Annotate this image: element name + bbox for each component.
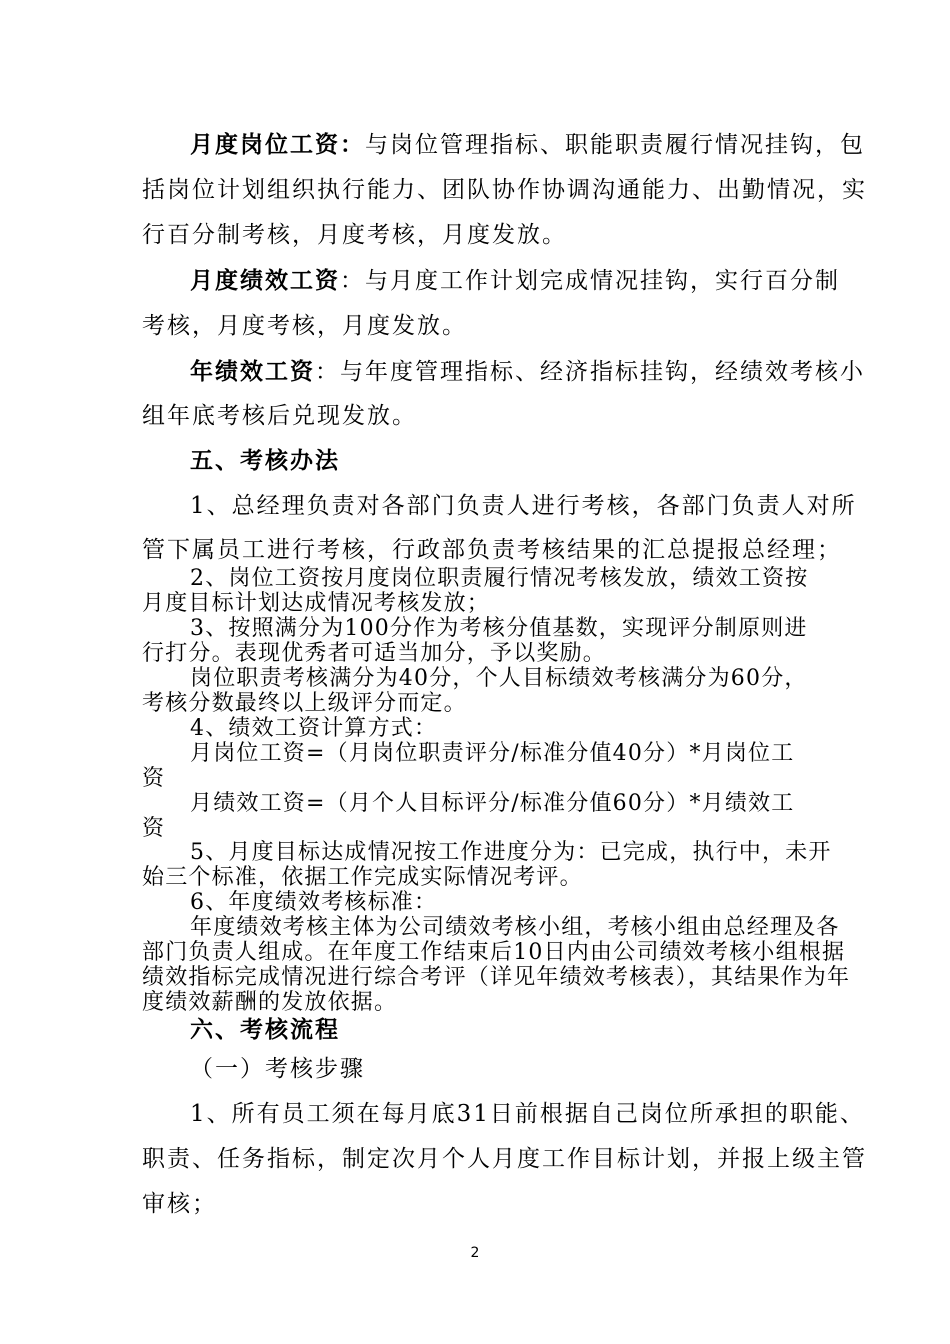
paragraph-line: 考核，月度考核，月度发放。 (142, 313, 467, 339)
list-item-1-cont: 管下属员工进行考核，行政部负责考核结果的汇总提报总经理； (142, 537, 842, 563)
paragraph-line: 行百分制考核，月度考核，月度发放。 (142, 222, 567, 248)
paragraph-monthly-performance-salary (190, 262, 840, 295)
formula-position-salary: 月岗位工资=（月岗位职责评分/标准分值40分）*月岗位工 (190, 741, 795, 766)
paragraph-monthly-position-salary (190, 126, 865, 159)
subsection-heading-assessment-steps: （一）考核步骤 (190, 1056, 365, 1082)
page-number: 2 (470, 1245, 480, 1261)
step-item-1-cont: 审核； (142, 1191, 217, 1217)
paragraph-text: 与岗位管理指标、职能职责履行情况挂钩，包 (365, 132, 865, 158)
list-item-5: 5、月度目标达成情况按工作进度分为：已完成，执行中，未开 (190, 840, 832, 865)
annual-standard-text-cont: 度绩效薪酬的发放依据。 (142, 990, 398, 1015)
list-item-3: 3、按照满分为100分作为考核分值基数，实现评分制原则进 (190, 616, 808, 641)
step-item-1-cont: 职责、任务指标，制定次月个人月度工作目标计划，并报上级主管 (142, 1146, 867, 1172)
note-score-limits-cont: 考核分数最终以上级评分而定。 (142, 691, 467, 716)
list-item-2: 2、岗位工资按月度岗位职责履行情况考核发放，绩效工资按 (190, 566, 809, 591)
annual-standard-text-cont: 部门负责人组成。在年度工作结束后10日内由公司绩效考核小组根据 (142, 940, 846, 965)
paragraph-line: 括岗位计划组织执行能力、团队协作协调沟通能力、出勤情况，实 (142, 177, 867, 203)
term-monthly-performance-salary: 月度绩效工资 (190, 267, 340, 294)
paragraph-annual-performance-salary (190, 353, 865, 386)
formula-position-salary-cont: 资 (142, 766, 166, 791)
note-score-limits: 岗位职责考核满分为40分，个人目标绩效考核满分为60分， (190, 666, 808, 691)
formula-performance-salary-cont: 资 (142, 816, 166, 841)
list-item-2-cont: 月度目标计划达成情况考核发放； (142, 591, 491, 616)
term-annual-performance-salary: 年绩效工资 (190, 358, 315, 385)
list-item-1: 1、总经理负责对各部门负责人进行考核，各部门负责人对所 (190, 493, 857, 519)
paragraph-text: ：与月度工作计划完成情况挂钩，实行百分制 (340, 268, 840, 294)
annual-standard-text-cont: 绩效指标完成情况进行综合考评（详见年绩效考核表），其结果作为年 (142, 965, 851, 990)
list-item-4: 4、绩效工资计算方式： (190, 716, 438, 741)
term-monthly-position-salary: 月度岗位工资： (190, 131, 365, 158)
annual-standard-text: 年度绩效考核主体为公司绩效考核小组，考核小组由总经理及各 (190, 915, 840, 940)
formula-performance-salary: 月绩效工资=（月个人目标评分/标准分值60分）*月绩效工 (190, 791, 795, 816)
section-heading-assessment-process: 六、考核流程 (190, 1016, 340, 1043)
list-item-6: 6、年度绩效考核标准： (190, 890, 438, 915)
paragraph-text: ：与年度管理指标、经济指标挂钩，经绩效考核小 (315, 359, 865, 385)
list-item-5-cont: 始三个标准，依据工作完成实际情况考评。 (142, 865, 583, 890)
section-heading-assessment-method: 五、考核办法 (190, 447, 340, 474)
paragraph-line: 组年底考核后兑现发放。 (142, 403, 417, 429)
list-item-3-cont: 行打分。表现优秀者可适当加分，予以奖励。 (142, 641, 607, 666)
step-item-1: 1、所有员工须在每月底31日前根据自己岗位所承担的职能、 (190, 1101, 865, 1127)
